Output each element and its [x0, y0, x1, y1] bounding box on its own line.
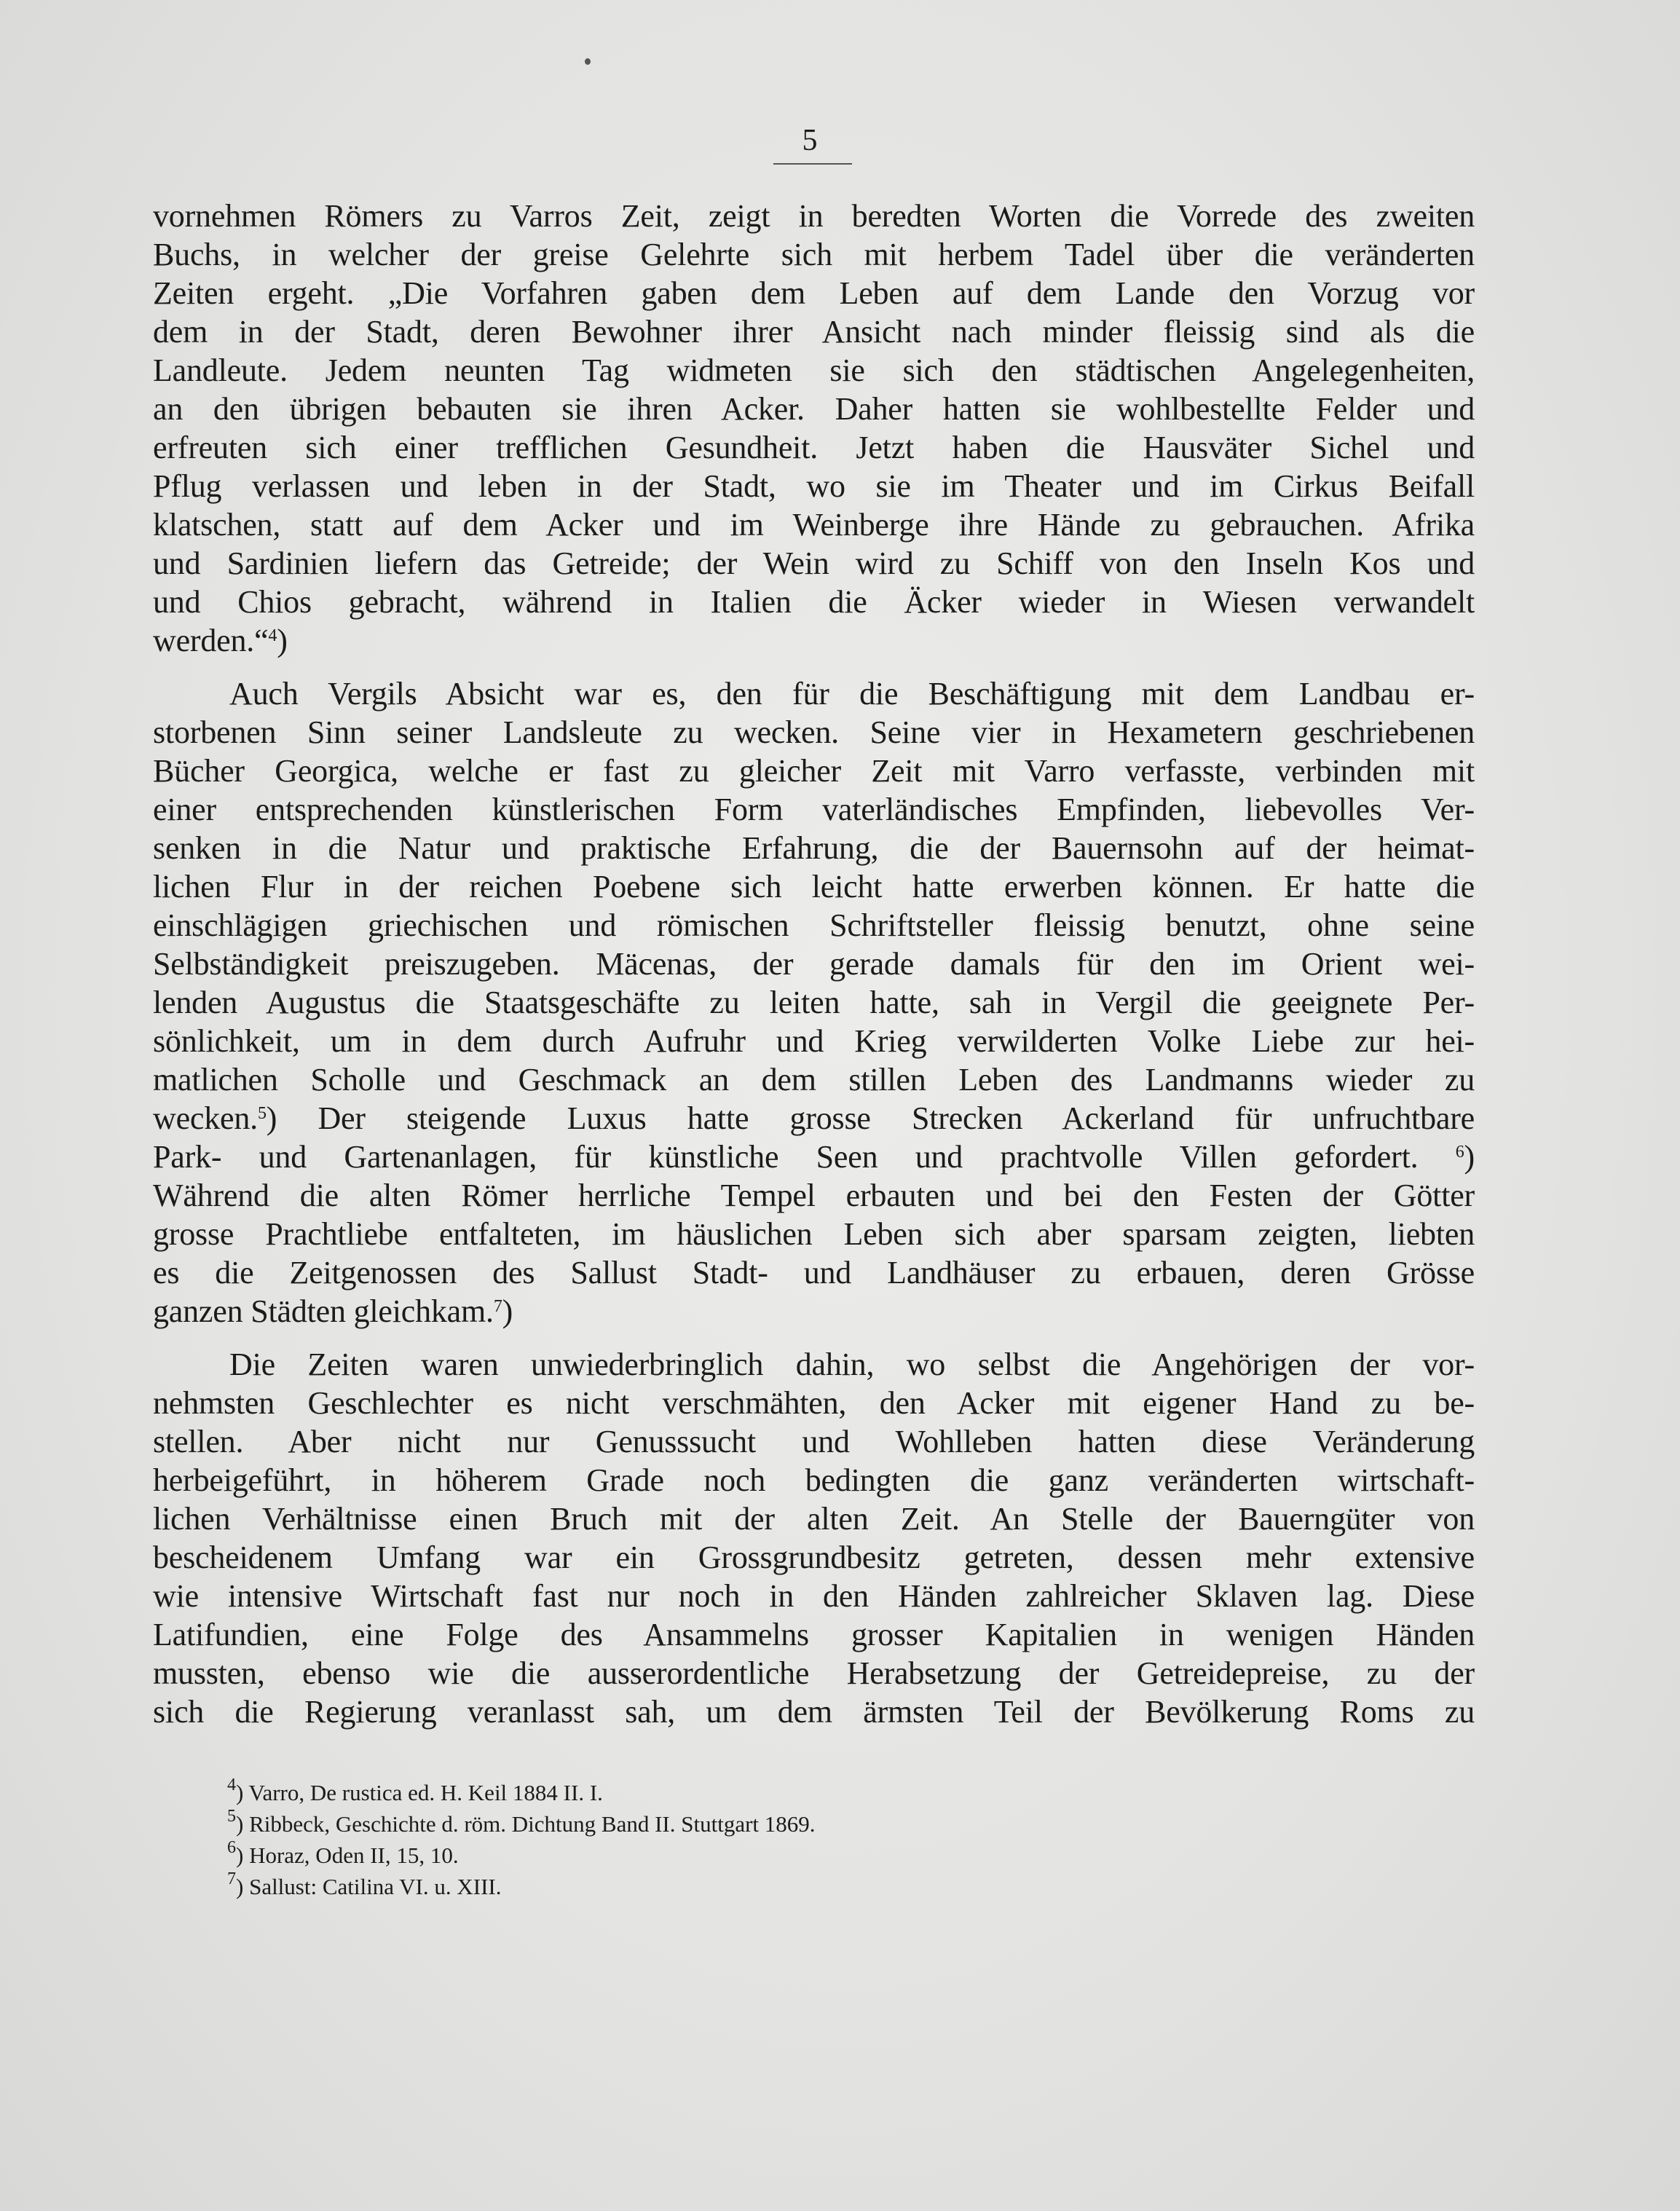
text-line: sich die Regierung veranlasst sah, um dem ärmsten Teil der Bevölkerung Roms zu: [153, 1694, 1475, 1730]
line-text: ganzen Städten gleichkam.: [153, 1293, 494, 1329]
page-number-rule: [773, 163, 852, 165]
footnotes: [227, 1777, 1320, 1902]
text-line: storbenen Sinn seiner Landsleute zu wecken. Seine vier in Hexametern geschriebenen: [153, 714, 1475, 750]
text-line: herbeigeführt, in höherem Grade noch bedingten die ganz veränderten wirtschaft-: [153, 1462, 1475, 1498]
text-line: Zeiten ergeht. „Die Vorfahren gaben dem Leben auf dem Lande den Vorzug vor: [153, 275, 1475, 311]
footnote-reference: 4: [268, 626, 277, 645]
footnote: [227, 1840, 1320, 1871]
paragraph-2: [153, 674, 1475, 1331]
text-line: nehmsten Geschlechter es nicht verschmähten, den Acker mit eigener Hand zu be-: [153, 1385, 1475, 1421]
text-line: bescheidenem Umfang war ein Grossgrundbesitz getreten, dessen mehr extensive: [153, 1540, 1475, 1575]
text-line: [153, 621, 1475, 660]
text-line: [153, 1099, 1475, 1138]
text-line: grosse Prachtliebe entfalteten, im häuslichen Leben sich aber sparsam zeigten, liebten: [153, 1216, 1475, 1252]
line-text: ) Der steigende Luxus hatte grosse Strecken Ackerland für unfruchtbare: [266, 1100, 1475, 1136]
footnote-mark: 5: [227, 1807, 236, 1826]
text-line: und Chios gebracht, während in Italien die Äcker wieder in Wiesen verwandelt: [153, 584, 1475, 620]
paragraph-3: [153, 1345, 1475, 1731]
text-line: lichen Flur in der reichen Poebene sich leicht hatte erwerben können. Er hatte die: [153, 869, 1475, 904]
footnote-reference: 7: [493, 1297, 502, 1316]
text-line: vornehmen Römers zu Varros Zeit, zeigt in beredten Worten die Vorrede des zweiten: [153, 198, 1475, 234]
text-line: an den übrigen bebauten sie ihren Acker. Daher hatten sie wohlbestellte Felder und: [153, 391, 1475, 427]
text-line: wie intensive Wirtschaft fast nur noch in den Händen zahlreicher Sklaven lag. Diese: [153, 1578, 1475, 1614]
scan-speck: [585, 58, 591, 65]
text-line: [153, 1292, 1475, 1331]
text-line: Selbständigkeit preiszugeben. Mäcenas, der gerade damals für den im Orient wei-: [153, 946, 1475, 982]
paragraph-1: [153, 197, 1475, 660]
text-line: matlichen Scholle und Geschmack an dem stillen Leben des Landmanns wieder zu: [153, 1062, 1475, 1097]
text-line: einer entsprechenden künstlerischen Form vaterländisches Empfinden, liebevolles Ver-: [153, 792, 1475, 827]
page-number: 5: [802, 124, 818, 157]
text-line: einschlägigen griechischen und römischen Schriftsteller fleissig benutzt, ohne seine: [153, 907, 1475, 943]
line-text: Park- und Gartenanlagen, für künstliche Seen und prachtvolle Villen gefordert.: [153, 1139, 1456, 1175]
footnote-mark: 4: [227, 1776, 236, 1794]
text-line: es die Zeitgenossen des Sallust Stadt- und Landhäuser zu erbauen, deren Grösse: [153, 1255, 1475, 1290]
line-text: ): [502, 1293, 513, 1329]
text-line: klatschen, statt auf dem Acker und im Weinberge ihre Hände zu gebrauchen. Afrika: [153, 507, 1475, 543]
footnote: [227, 1777, 1320, 1808]
footnote: [227, 1871, 1320, 1902]
text-line: erfreuten sich einer trefflichen Gesundheit. Jetzt haben die Hausväter Sichel und: [153, 430, 1475, 465]
text-line: Latifundien, eine Folge des Ansammelns grosser Kapitalien in wenigen Händen: [153, 1617, 1475, 1652]
text-line: lenden Augustus die Staatsgeschäfte zu leiten hatte, sah in Vergil die geeignete Per-: [153, 985, 1475, 1020]
text-line: und Sardinien liefern das Getreide; der Wein wird zu Schiff von den Inseln Kos und: [153, 545, 1475, 581]
line-text: werden.“: [153, 623, 269, 658]
text-line: Pflug verlassen und leben in der Stadt, wo sie im Theater und im Cirkus Beifall: [153, 468, 1475, 504]
footnote-reference: 5: [257, 1104, 267, 1123]
footnote-text: ) Varro, De rustica ed. H. Keil 1884 II. I.: [236, 1780, 603, 1805]
footnote-text: ) Ribbeck, Geschichte d. röm. Dichtung Band II. Stuttgart 1869.: [236, 1811, 816, 1837]
text-line: [153, 1138, 1475, 1176]
text-line: mussten, ebenso wie die ausserordentliche Herabsetzung der Getreidepreise, zu der: [153, 1655, 1475, 1691]
paragraph-gap: [153, 1331, 1475, 1345]
text-line: dem in der Stadt, deren Bewohner ihrer Ansicht nach minder fleissig sind als die: [153, 314, 1475, 350]
line-text: ): [277, 623, 288, 658]
text-line: lichen Verhältnisse einen Bruch mit der alten Zeit. An Stelle der Bauerngüter von: [153, 1501, 1475, 1537]
text-line: stellen. Aber nicht nur Genusssucht und Wohlleben hatten diese Veränderung: [153, 1424, 1475, 1459]
footnote: [227, 1808, 1320, 1840]
line-text: wecken.: [153, 1100, 258, 1136]
paragraph-gap: [153, 660, 1475, 674]
footnote-mark: 7: [227, 1869, 236, 1888]
footnote-reference: 6: [1455, 1143, 1464, 1162]
text-line: Buchs, in welcher der greise Gelehrte sich mit herbem Tadel über die veränderten: [153, 237, 1475, 272]
footnote-mark: 6: [227, 1838, 236, 1857]
text-line: Landleute. Jedem neunten Tag widmeten sie sich den städtischen Angelegenheiten,: [153, 352, 1475, 388]
text-line: Bücher Georgica, welche er fast zu gleicher Zeit mit Varro verfasste, verbinden mit: [153, 753, 1475, 789]
text-line: sönlichkeit, um in dem durch Aufruhr und Krieg verwilderten Volke Liebe zur hei-: [153, 1023, 1475, 1059]
footnote-text: ) Horaz, Oden II, 15, 10.: [236, 1842, 459, 1868]
text-line: Die Zeiten waren unwiederbringlich dahin, wo selbst die Angehörigen der vor-: [229, 1347, 1475, 1382]
text-line: senken in die Natur und praktische Erfahrung, die der Bauernsohn auf der heimat-: [153, 830, 1475, 866]
line-text: ): [1464, 1139, 1475, 1175]
body-text: [153, 197, 1475, 1731]
text-line: Auch Vergils Absicht war es, den für die Beschäftigung mit dem Landbau er-: [229, 676, 1475, 712]
footnote-text: ) Sallust: Catilina VI. u. XIII.: [236, 1874, 502, 1899]
text-line: Während die alten Römer herrliche Tempel erbauten und bei den Festen der Götter: [153, 1178, 1475, 1213]
